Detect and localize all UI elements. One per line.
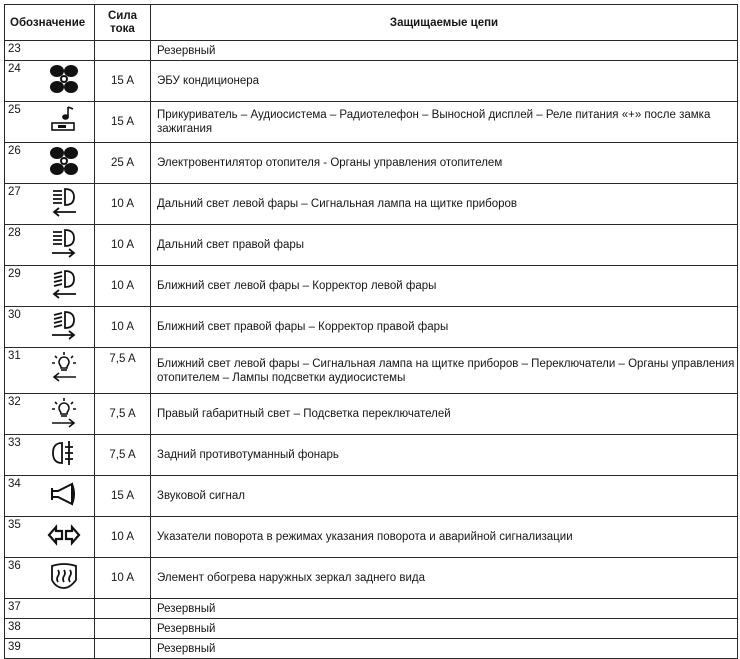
fuse-description: Задний противотуманный фонарь [151,435,738,476]
table-row [5,619,738,639]
fuse-number: 37 [8,601,21,613]
fuse-number-cell [5,61,95,102]
table-row [5,61,738,102]
table-row [5,476,738,517]
fuse-number: 25 [8,104,21,116]
fuse-number: 27 [8,186,21,198]
cigarette-lighter-audio-icon [42,102,86,138]
fuse-current: 7,5 A [95,435,151,476]
heated-mirror-icon [42,558,86,594]
fan-icon [42,143,86,179]
fuse-current [95,619,151,639]
fuse-description: Правый габаритный свет – Подсветка переключателей [151,394,738,435]
fuse-number: 29 [8,268,21,280]
fuse-number-cell [5,225,95,266]
fuse-current: 10 A [95,307,151,348]
fuse-current: 10 A [95,225,151,266]
fuse-number: 33 [8,437,21,449]
fuse-table-page [4,4,737,653]
turn-signals-icon [42,517,86,553]
fuse-number: 38 [8,621,21,633]
header-protected-circuits: Защищаемые цепи [151,5,738,41]
table-row [5,558,738,599]
header-current-line1: Сила [107,9,138,22]
fuse-description: Звуковой сигнал [151,476,738,517]
fuse-current: 10 A [95,184,151,225]
table-row [5,517,738,558]
fuse-number: 34 [8,478,21,490]
fuse-number-cell [5,639,95,659]
fuse-number-cell [5,394,95,435]
fuse-number-cell [5,619,95,639]
fuse-description: Резервный [151,599,738,619]
fuse-description: Ближний свет левой фары – Сигнальная лампа на щитке приборов – Переключатели – Органы управления отопителем – Лампы подсветки аудиосистемы [151,348,738,394]
fuse-description: Ближний свет правой фары – Корректор правой фары [151,307,738,348]
fuse-number: 32 [8,396,21,408]
table-row [5,184,738,225]
fuse-description: ЭБУ кондиционера [151,61,738,102]
fuse-description: Прикуриватель – Аудиосистема – Радиотелефон – Выносной дисплей – Реле питания «+» после замка зажигания [151,102,738,143]
side-light-right-icon [42,394,86,430]
fuse-description: Дальний свет левой фары – Сигнальная лампа на щитке приборов [151,184,738,225]
fuse-number: 31 [8,350,21,362]
fuse-number: 28 [8,227,21,239]
table-row [5,348,738,394]
fuse-description: Указатели поворота в режимах указания поворота и аварийной сигнализации [151,517,738,558]
fan-icon [42,61,86,97]
fuse-current: 10 A [95,517,151,558]
horn-icon [42,476,86,512]
fuse-number-cell [5,307,95,348]
fuse-number-cell [5,348,95,394]
fuse-description: Дальний свет правой фары [151,225,738,266]
fuse-description: Резервный [151,41,738,61]
high-beam-left-icon [42,184,86,220]
fuse-number-cell [5,435,95,476]
fuse-description: Электровентилятор отопителя - Органы управления отопителем [151,143,738,184]
fuse-number-cell [5,517,95,558]
fuse-number-cell [5,476,95,517]
table-row [5,639,738,659]
fuse-current [95,41,151,61]
fuse-number-cell [5,599,95,619]
table-header-row [5,5,738,41]
table-row [5,143,738,184]
header-current [95,5,151,41]
header-designation: Обозначение [5,5,95,41]
fuse-current: 15 A [95,476,151,517]
table-row [5,102,738,143]
fuse-current [95,639,151,659]
fuse-number-cell [5,41,95,61]
fuse-number-cell [5,558,95,599]
fuse-number-cell [5,266,95,307]
fuse-table [4,4,738,659]
table-row [5,41,738,61]
table-row [5,307,738,348]
fuse-number: 35 [8,519,21,531]
fuse-description: Резервный [151,619,738,639]
fuse-current [95,599,151,619]
fuse-current: 15 A [95,102,151,143]
fuse-number-cell [5,143,95,184]
fuse-current: 7,5 A [95,348,151,394]
fuse-number: 23 [8,43,21,55]
fuse-current: 10 A [95,558,151,599]
rear-fog-light-icon [42,435,86,471]
fuse-description: Элемент обогрева наружных зеркал заднего вида [151,558,738,599]
fuse-number: 24 [8,63,21,75]
fuse-number: 26 [8,145,21,157]
fuse-number: 30 [8,309,21,321]
low-beam-left-icon [42,266,86,302]
high-beam-right-icon [42,225,86,261]
fuse-current: 10 A [95,266,151,307]
fuse-current: 15 A [95,61,151,102]
fuse-description: Резервный [151,639,738,659]
fuse-number-cell [5,184,95,225]
fuse-description: Ближний свет левой фары – Корректор левой фары [151,266,738,307]
fuse-number: 36 [8,560,21,572]
header-current-line2: тока [110,22,135,35]
table-row [5,394,738,435]
table-row [5,599,738,619]
table-row [5,435,738,476]
fuse-current: 25 A [95,143,151,184]
side-light-left-icon [42,348,86,384]
fuse-number: 39 [8,641,21,653]
fuse-number-cell [5,102,95,143]
table-row [5,225,738,266]
low-beam-right-icon [42,307,86,343]
table-row [5,266,738,307]
fuse-current: 7,5 A [95,394,151,435]
